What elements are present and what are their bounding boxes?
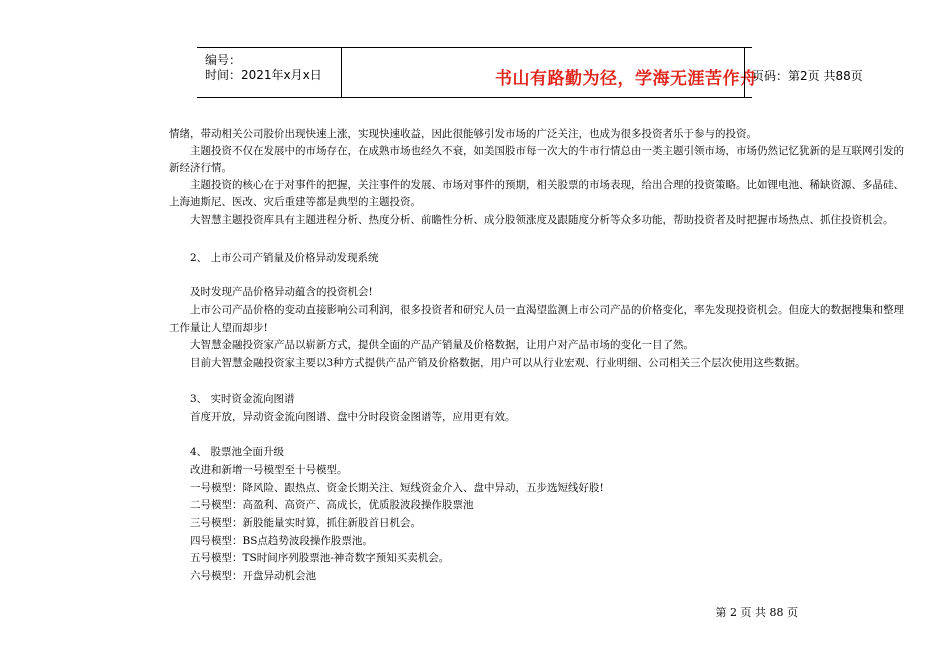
body-line: 及时发现产品价格异动蕴含的投资机会!: [190, 286, 373, 298]
body-line: 情绪，带动相关公司股价出现快速上涨，实现快速收益，因此很能够引发市场的广泛关注，也成为很多投资者乐于参与的投资。: [169, 128, 757, 140]
body-line: 大智慧金融投资家产品以崭新方式，提供全面的产品产销量及价格数据，让用户对产品市场的变化一目了然。: [190, 339, 694, 351]
body-line: 新经济行情。: [169, 162, 232, 174]
body-line: 目前大智慧金融投资家主要以3种方式提供产品产销及价格数据，用户可以从行业宏观、行业明细、公司相关三个层次使用这些数据。: [190, 357, 806, 369]
body-line: 上市公司产品价格的变动直接影响公司利润，很多投资者和研究人员一直渴望监测上市公司产品的价格变化，率先发现投资机会。但庞大的数据搜集和整理: [190, 304, 904, 316]
header-page-info: 页码：第2页 共88页: [752, 69, 863, 83]
section-heading: 4、 股票池全面升级: [190, 446, 285, 458]
header-motto-cell: [341, 48, 863, 97]
header-motto: 书山有路勤为径，学海无涯苦作舟: [495, 69, 758, 89]
body-line: 大智慧主题投资库具有主题进程分析、热度分析、前瞻性分析、成分股领涨度及跟随度分析等众多功能，帮助投资者及时把握市场热点、抓住投资机会。: [190, 214, 894, 226]
header-table: [197, 47, 863, 98]
model-item: 二号模型：高盈利、高资产、高成长，优质股波段操作股票池: [190, 499, 474, 511]
model-item: 六号模型：开盘异动机会池: [190, 570, 316, 582]
body-line: 主题投资不仅在发展中的市场存在，在成熟市场也经久不衰，如美国股市每一次大的牛市行情总由一类主题引领市场，市场仍然记忆犹新的是互联网引发的: [190, 145, 904, 157]
header-divider: [744, 48, 745, 97]
document-time-label: 时间：2021年x月x日: [205, 68, 322, 82]
section-heading: 3、 实时资金流向图谱: [190, 393, 295, 405]
header-meta-cell: [197, 48, 341, 97]
body-line: 主题投资的核心在于对事件的把握，关注事件的发展、市场对事件的预期，相关股票的市场表现，给出合理的投资策略。比如锂电池、稀缺资源、多晶硅、: [190, 179, 904, 191]
body-line: 首度开放，异动资金流向图谱、盘中分时段资金图谱等，应用更有效。: [190, 411, 516, 423]
model-item: 一号模型：降风险、跟热点、资金长期关注、短线资金介入、盘中异动，五步选短线好股!: [190, 482, 604, 494]
body-line: 上海迪斯尼、医改、灾后重建等都是典型的主题投资。: [169, 196, 421, 208]
document-number-label: 编号：: [205, 53, 242, 67]
section-heading: 2、 上市公司产销量及价格异动发现系统: [190, 252, 379, 264]
model-item: 五号模型：TS时间序列股票池-神奇数字预知买卖机会。: [190, 552, 450, 564]
body-line: 工作量让人望而却步!: [169, 322, 268, 334]
page-footer: 第 2 页 共 88 页: [715, 606, 798, 619]
body-line: 改进和新增一号模型至十号模型。: [190, 464, 348, 476]
model-item: 三号模型：新股能量实时算，抓住新股首日机会。: [190, 517, 421, 529]
model-item: 四号模型：BS点趋势波段操作股票池。: [190, 535, 373, 547]
